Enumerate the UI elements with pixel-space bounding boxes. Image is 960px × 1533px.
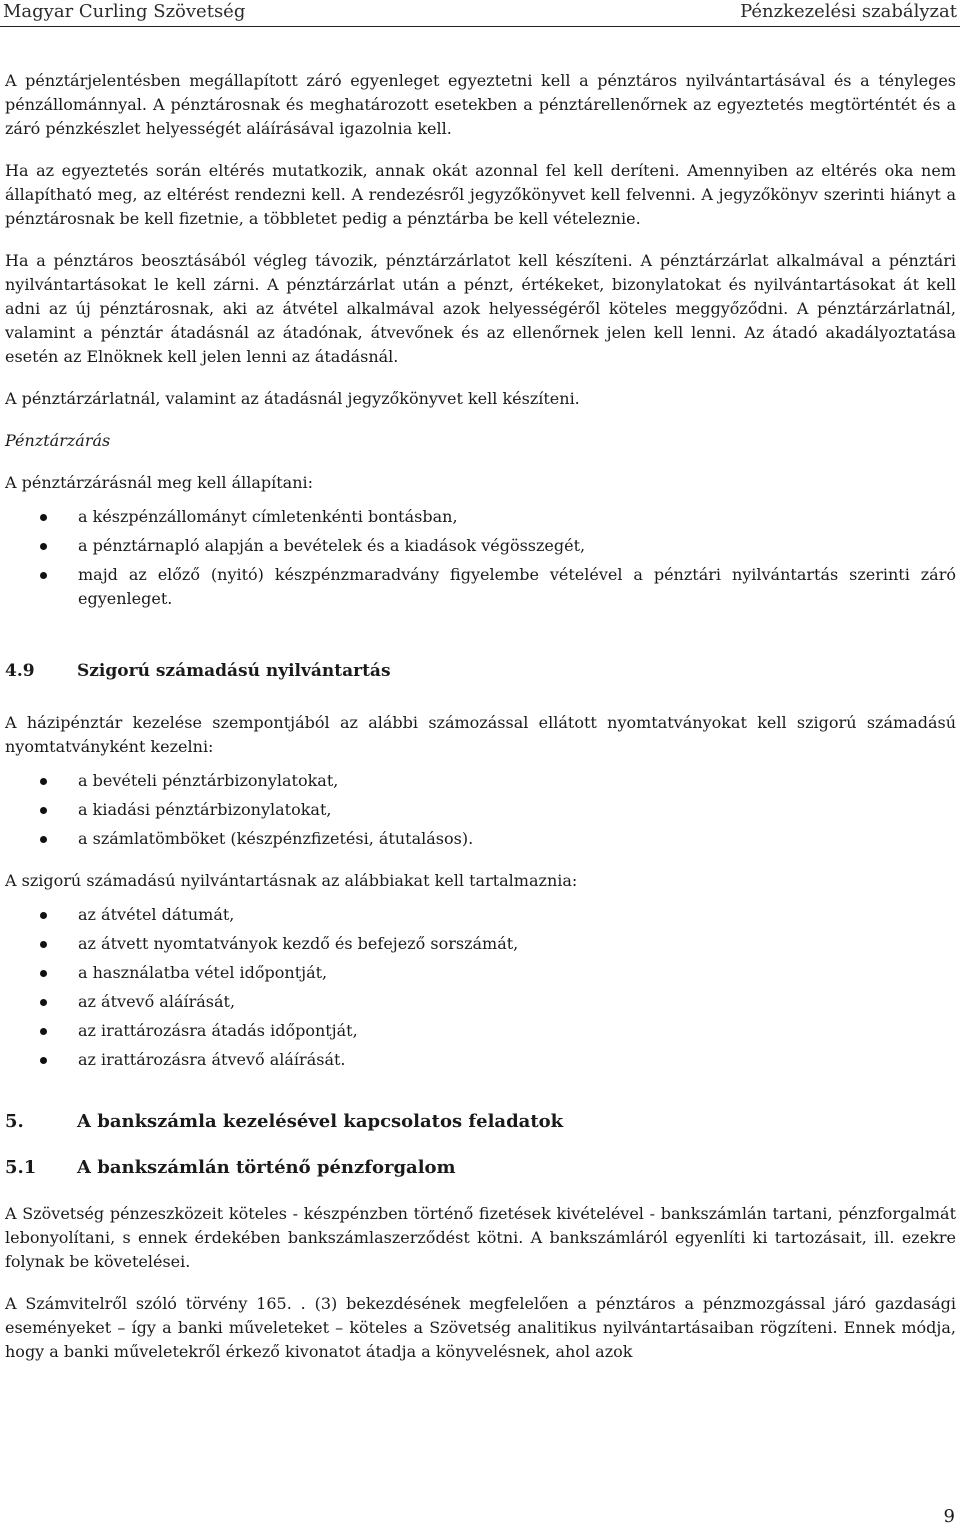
paragraph-accounting-law: A Számvitelről szóló törvény 165. . (3) bekezdésének megfelelően a pénztáros a pénzmozgással járó gazdasági eseményeket – így a banki műveleteket – köteles a Szövetség analitikus nyilvántartásaiban rögzíteni. Ennek módja, hogy a banki műveletekről érkező kivonatot átadja a könyvelésnek, ahol azok — [5, 1294, 956, 1361]
section-number: 5.1 — [5, 1157, 37, 1178]
paragraph-discrepancy: Ha az egyeztetés során eltérés mutatkozik, annak okát azonnal fel kell deríteni. Amennyiben az eltérés oka nem állapítható meg, az eltérést rendezni kell. A rendezésről jegyzőkönyvet kell felvenni. A jegyzőkönyv szerinti hiányt a pénztárosnak be kell fizetnie, a többletet pedig a pénztárba be kell vételeznie. — [5, 161, 956, 228]
strict-forms-list — [5, 769, 956, 851]
bullet-icon — [40, 572, 47, 579]
paragraph-minutes: A pénztárzárlatnál, valamint az átadásnál jegyzőkönyvet kell készíteni. — [5, 389, 580, 408]
list-item — [5, 1019, 956, 1043]
list-item-text: a pénztárnapló alapján a bevételek és a kiadások végösszegét, — [78, 536, 586, 555]
list-item-text: a számlatömböket (készpénzfizetési, átutalásos). — [78, 829, 474, 848]
list-item — [5, 903, 956, 927]
list-item-text: a kiadási pénztárbizonylatokat, — [78, 800, 332, 819]
list-item — [5, 563, 956, 611]
list-item-text: a készpénzállományt címletenkénti bontásban, — [78, 507, 458, 526]
section-title: Szigorú számadású nyilvántartás — [77, 661, 391, 681]
page-header — [0, 0, 960, 26]
section-number: 5. — [5, 1111, 24, 1132]
bullet-icon — [40, 912, 47, 919]
bullet-icon — [40, 941, 47, 948]
list-item-text: az átvétel dátumát, — [78, 905, 235, 924]
paragraph-reconciliation: A pénztárjelentésben megállapított záró egyenleget egyeztetni kell a pénztáros nyilvántartásával és a tényleges pénzállománnyal. A pénztárosnak és meghatározott esetekben a pénztárellenőrnek az egyeztetés megtörténtét és a záró pénzkészlet helyességét aláírásával igazolnia kell. — [5, 71, 956, 138]
page-content — [5, 69, 956, 1382]
header-document-title: Pénzkezelési szabályzat — [740, 1, 957, 22]
bullet-icon — [40, 543, 47, 550]
header-divider — [0, 26, 960, 27]
bullet-icon — [40, 999, 47, 1006]
closing-intro: A pénztárzárásnál meg kell állapítani: — [5, 473, 314, 492]
list-item-text: az átvevő aláírását, — [78, 992, 236, 1011]
section-4-9-intro: A házipénztár kezelése szempontjából az alábbi számozással ellátott nyomtatványokat kell szigorú számadású nyomtatványként kezelni: — [5, 713, 956, 756]
bullet-icon — [40, 1028, 47, 1035]
list-item — [5, 769, 956, 793]
closing-list — [5, 505, 956, 611]
list-item-text: az irattározásra átvevő aláírását. — [78, 1050, 346, 1069]
bullet-icon — [40, 807, 47, 814]
list-item — [5, 505, 956, 529]
list-item-text: a használatba vétel időpontját, — [78, 963, 328, 982]
list-item — [5, 534, 956, 558]
list-item-text: a bevételi pénztárbizonylatokat, — [78, 771, 339, 790]
list-item — [5, 961, 956, 985]
bullet-icon — [40, 1057, 47, 1064]
list-item — [5, 798, 956, 822]
list-item — [5, 932, 956, 956]
list-item — [5, 827, 956, 851]
paragraph-bank-account: A Szövetség pénzeszközeit köteles - készpénzben történő fizetések kivételével - bankszámlán tartani, pénzforgalmát lebonyolítani, s ennek érdekében bankszámlaszerződést kötni. A bankszámláról egyenlíti ki tartozásait, ill. ezekre folynak be követelései. — [5, 1204, 956, 1271]
bullet-icon — [40, 836, 47, 843]
page-number: 9 — [943, 1506, 955, 1527]
section-number: 4.9 — [5, 661, 35, 681]
list-item — [5, 1048, 956, 1072]
bullet-icon — [40, 970, 47, 977]
list-item — [5, 990, 956, 1014]
header-organization: Magyar Curling Szövetség — [3, 1, 246, 22]
list-item-text: az átvett nyomtatványok kezdő és befejező sorszámát, — [78, 934, 519, 953]
section-heading-5 — [5, 1110, 956, 1134]
section-4-9-intro-2: A szigorú számadású nyilvántartásnak az alábbiakat kell tartalmaznia: — [5, 871, 578, 890]
list-item-text: az irattározásra átadás időpontját, — [78, 1021, 358, 1040]
section-title: A bankszámlán történő pénzforgalom — [77, 1157, 456, 1178]
paragraph-cashier-leaving: Ha a pénztáros beosztásából végleg távozik, pénztárzárlatot kell készíteni. A pénztárzárlat alkalmával a pénztári nyilvántartásokat le kell zárni. A pénztárzárlat után a pénzt, értékeket, bizonylatokat és nyilvántartásokat át kell adni az új pénztárosnak, aki az átvétel alkalmával azok helyességéről köteles meggyőződni. A pénztárzárlatnál, valamint a pénztár átadásnál az átadónak, átvevőnek és az ellenőrnek jelen kell lenni. Az átadó akadályoztatása esetén az Elnöknek kell jelen lenni az átadásnál. — [5, 251, 956, 366]
subtitle-closing: Pénztárzárás — [5, 431, 111, 450]
bullet-icon — [40, 514, 47, 521]
section-title: A bankszámla kezelésével kapcsolatos feladatok — [77, 1111, 564, 1132]
registry-contents-list — [5, 903, 956, 1072]
bullet-icon — [40, 778, 47, 785]
section-heading-5-1 — [5, 1156, 956, 1180]
list-item-text: majd az előző (nyitó) készpénzmaradvány figyelembe vételével a pénztári nyilvántartás szerinti záró egyenleget. — [78, 565, 956, 608]
section-heading-4-9 — [5, 659, 956, 683]
